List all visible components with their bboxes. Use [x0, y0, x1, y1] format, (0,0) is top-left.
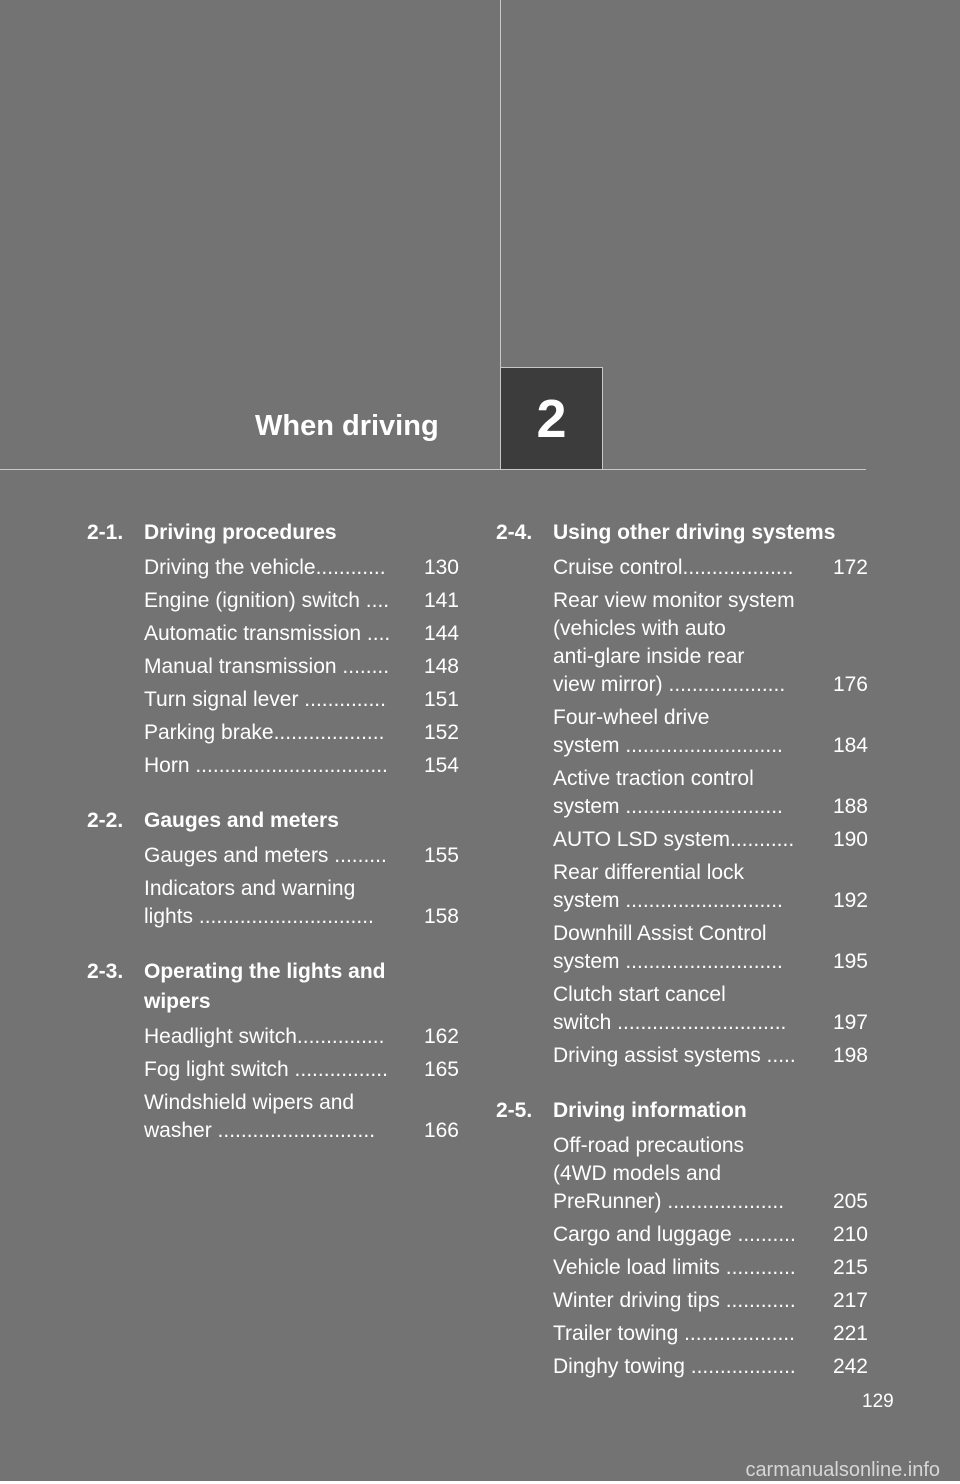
section-heading[interactable]	[87, 957, 459, 1017]
section-title: Driving information	[553, 1099, 747, 1122]
horizontal-divider	[0, 469, 866, 470]
toc-entry-page: 242	[832, 1355, 868, 1378]
toc-section	[87, 518, 459, 780]
toc-entry-title: Headlight switch...............	[144, 1025, 385, 1048]
toc-entry-page: 155	[423, 844, 459, 867]
toc-entry-title: Horn .................................	[144, 754, 388, 777]
toc-entry-page: 172	[832, 556, 868, 579]
section-title: Using other driving systems	[553, 521, 836, 544]
toc-entry[interactable]	[496, 765, 868, 821]
toc-entry-page: 221	[832, 1322, 868, 1345]
toc-entry-page: 190	[832, 828, 868, 851]
section-heading[interactable]	[87, 806, 459, 836]
toc-entry-title: Clutch start cancel switch .............................	[553, 983, 787, 1034]
toc-section	[87, 806, 459, 931]
toc-entry-page: 130	[423, 556, 459, 579]
section-heading[interactable]	[496, 518, 868, 548]
toc-column-right	[496, 518, 868, 1407]
toc-entry[interactable]	[87, 686, 459, 714]
toc-entry-page: 205	[832, 1190, 868, 1213]
toc-entry[interactable]	[87, 1023, 459, 1051]
toc-entry[interactable]	[87, 1089, 459, 1145]
section-number: 2-5.	[496, 1099, 533, 1122]
toc-entry-page: 144	[423, 622, 459, 645]
toc-entry-title: Off-road precautions (4WD models and PreRunner) ....................	[553, 1134, 785, 1213]
chapter-title: When driving	[255, 410, 439, 442]
toc-entry-page: 197	[832, 1011, 868, 1034]
toc-entry[interactable]	[496, 1042, 868, 1070]
toc-entry-title: Manual transmission ........	[144, 655, 390, 678]
toc-entry[interactable]	[87, 842, 459, 870]
toc-entry-title: Cruise control...................	[553, 556, 794, 579]
toc-entry-title: Active traction control system ...........................	[553, 767, 783, 818]
toc-entry[interactable]	[496, 859, 868, 915]
toc-entry-title: Fog light switch ................	[144, 1058, 388, 1081]
toc-entry-title: Rear view monitor system (vehicles with auto anti-glare inside rear view mirror) ....................	[553, 589, 795, 696]
toc-entry-page: 215	[832, 1256, 868, 1279]
toc-entry-title: Dinghy towing ..................	[553, 1355, 796, 1378]
watermark: carmanualsonline.info	[745, 1459, 940, 1481]
toc-entry[interactable]	[496, 1353, 868, 1381]
toc-entry-page: 165	[423, 1058, 459, 1081]
toc-entry-page: 148	[423, 655, 459, 678]
section-title: Operating the lights and wipers	[144, 960, 386, 1013]
toc-entry[interactable]	[87, 875, 459, 931]
toc-entry[interactable]	[87, 653, 459, 681]
chapter-number-tab	[500, 367, 603, 469]
section-heading[interactable]	[87, 518, 459, 548]
section-number: 2-1.	[87, 521, 124, 544]
toc-entry-title: Turn signal lever ..............	[144, 688, 386, 711]
toc-entry[interactable]	[87, 620, 459, 648]
toc-entry-page: 166	[423, 1119, 459, 1142]
toc-section	[496, 1096, 868, 1381]
toc-entry-page: 184	[832, 734, 868, 757]
toc-entry-page: 152	[423, 721, 459, 744]
section-heading[interactable]	[496, 1096, 868, 1126]
toc-entry-title: Indicators and warning lights ..............................	[144, 877, 374, 928]
toc-entry-title: Windshield wipers and washer ...........................	[144, 1091, 376, 1142]
toc-entry[interactable]	[496, 1221, 868, 1249]
toc-section	[87, 957, 459, 1145]
toc-entry-page: 141	[423, 589, 459, 612]
toc-entry-page: 198	[832, 1044, 868, 1067]
toc-entry-page: 176	[832, 673, 868, 696]
toc-entry[interactable]	[87, 587, 459, 615]
toc-entry[interactable]	[496, 826, 868, 854]
toc-entry-title: Trailer towing ...................	[553, 1322, 795, 1345]
toc-entry-title: Gauges and meters .........	[144, 844, 387, 867]
toc-entry[interactable]	[87, 554, 459, 582]
section-title: Driving procedures	[144, 521, 337, 544]
toc-entry-page: 195	[832, 950, 868, 973]
toc-entry-title: Automatic transmission ....	[144, 622, 391, 645]
toc-entry-page: 162	[423, 1025, 459, 1048]
toc-entry[interactable]	[496, 704, 868, 760]
toc-entry-page: 154	[423, 754, 459, 777]
toc-entry-page: 210	[832, 1223, 868, 1246]
toc-entry-page: 192	[832, 889, 868, 912]
toc-entry-title: AUTO LSD system...........	[553, 828, 795, 851]
toc-entry-title: Engine (ignition) switch ....	[144, 589, 390, 612]
toc-entry[interactable]	[496, 981, 868, 1037]
toc-entry[interactable]	[87, 1056, 459, 1084]
toc-section	[496, 518, 868, 1070]
toc-entry[interactable]	[87, 752, 459, 780]
toc-entry[interactable]	[496, 1132, 868, 1216]
toc-entry[interactable]	[496, 1320, 868, 1348]
page-number: 129	[862, 1391, 894, 1412]
toc-entry[interactable]	[87, 719, 459, 747]
section-number: 2-2.	[87, 809, 124, 832]
toc-entry-title: Driving the vehicle............	[144, 556, 386, 579]
toc-entry-title: Parking brake...................	[144, 721, 385, 744]
toc-column-left	[87, 518, 459, 1171]
toc-entry[interactable]	[496, 554, 868, 582]
toc-entry-title: Rear differential lock system ...........................	[553, 861, 783, 912]
toc-entry-page: 158	[423, 905, 459, 928]
toc-entry-page: 188	[832, 795, 868, 818]
chapter-number: 2	[536, 388, 567, 449]
toc-entry-page: 217	[832, 1289, 868, 1312]
section-number: 2-4.	[496, 521, 533, 544]
toc-entry-page: 151	[423, 688, 459, 711]
section-title: Gauges and meters	[144, 809, 339, 832]
toc-entry-title: Driving assist systems .....	[553, 1044, 796, 1067]
toc-entry[interactable]	[496, 920, 868, 976]
section-number: 2-3.	[87, 960, 124, 983]
toc-entry-title: Cargo and luggage ..........	[553, 1223, 796, 1246]
toc-entry[interactable]	[496, 587, 868, 699]
toc-entry-title: Winter driving tips ............	[553, 1289, 796, 1312]
toc-entry-title: Four-wheel drive system ...........................	[553, 706, 783, 757]
toc-entry[interactable]	[496, 1287, 868, 1315]
toc-entry[interactable]	[496, 1254, 868, 1282]
toc-entry-title: Downhill Assist Control system ...........................	[553, 922, 783, 973]
toc-entry-title: Vehicle load limits ............	[553, 1256, 796, 1279]
